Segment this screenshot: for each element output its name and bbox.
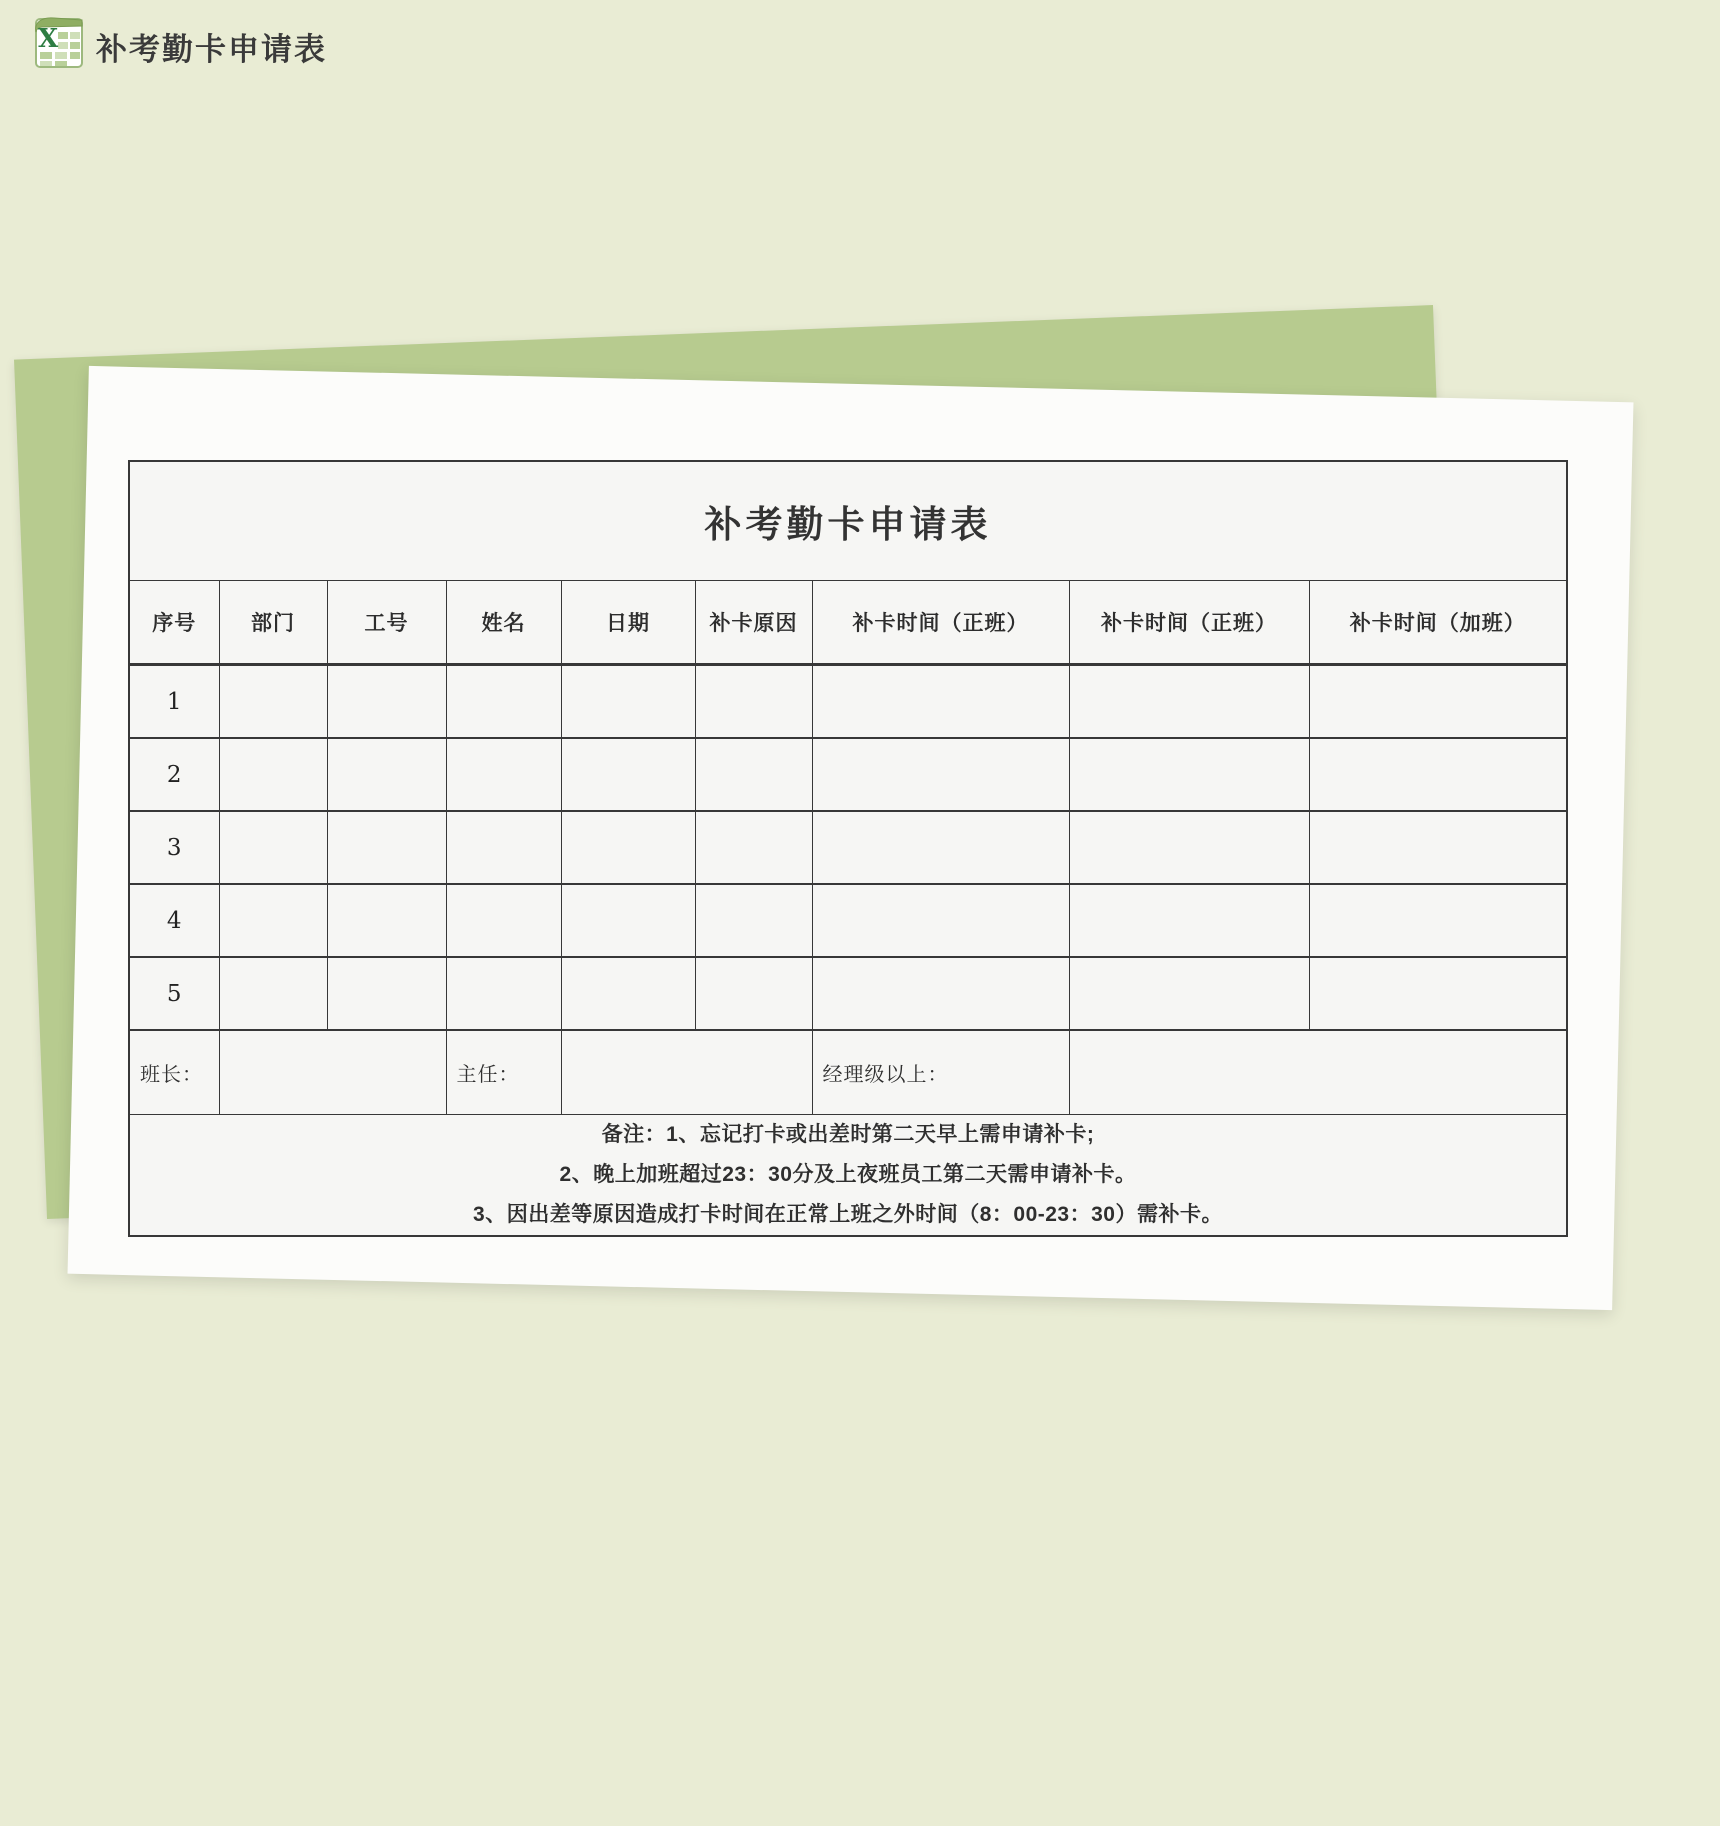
- page-title: 补考勤卡申请表: [96, 32, 327, 67]
- empty-cell: [561, 665, 695, 739]
- excel-icon: [28, 14, 86, 72]
- notes-row: [129, 1115, 1567, 1237]
- empty-cell: [695, 884, 812, 957]
- empty-cell: [812, 811, 1069, 884]
- column-header-employee-id: 工号: [327, 581, 446, 665]
- leader-signature-cell: [219, 1030, 446, 1115]
- note-line-2: 2、晚上加班超过23：30分及上夜班员工第二天需申请补卡。: [559, 1163, 1137, 1186]
- empty-cell: [561, 884, 695, 957]
- empty-cell: [561, 957, 695, 1030]
- empty-cell: [1309, 738, 1567, 811]
- empty-cell: [327, 665, 446, 739]
- manager-label: 经理级以上：: [812, 1030, 1069, 1115]
- column-header-row: [129, 581, 1567, 665]
- empty-cell: [561, 811, 695, 884]
- column-header-time-overtime: 补卡时间（加班）: [1309, 581, 1567, 665]
- column-header-time-regular-2: 补卡时间（正班）: [1069, 581, 1309, 665]
- row-number-cell: 5: [129, 957, 219, 1030]
- empty-cell: [695, 665, 812, 739]
- row-number-cell: 4: [129, 884, 219, 957]
- empty-cell: [695, 738, 812, 811]
- empty-cell: [1069, 665, 1309, 739]
- row-number-cell: 1: [129, 665, 219, 739]
- signature-row: [129, 1030, 1567, 1115]
- empty-cell: [695, 811, 812, 884]
- empty-cell: [1069, 884, 1309, 957]
- manager-signature-cell: [1069, 1030, 1567, 1115]
- empty-cell: [446, 884, 561, 957]
- table-row: [129, 738, 1567, 811]
- empty-cell: [327, 811, 446, 884]
- row-number-cell: 2: [129, 738, 219, 811]
- empty-cell: [219, 811, 327, 884]
- note-line-1: 备注：1、忘记打卡或出差时第二天早上需申请补卡;: [601, 1123, 1095, 1146]
- svg-text:X: X: [38, 24, 59, 54]
- empty-cell: [1069, 811, 1309, 884]
- empty-cell: [219, 884, 327, 957]
- column-header-no: 序号: [129, 581, 219, 665]
- notes-area: [129, 1115, 1567, 1237]
- attendance-form: [128, 460, 1568, 1237]
- column-header-department: 部门: [219, 581, 327, 665]
- leader-label: 班长：: [129, 1030, 219, 1115]
- page-header: [0, 0, 1720, 90]
- table-row: [129, 665, 1567, 739]
- empty-cell: [446, 665, 561, 739]
- empty-cell: [446, 957, 561, 1030]
- director-signature-cell: [561, 1030, 812, 1115]
- empty-cell: [812, 957, 1069, 1030]
- empty-cell: [695, 957, 812, 1030]
- column-header-time-regular-1: 补卡时间（正班）: [812, 581, 1069, 665]
- empty-cell: [219, 957, 327, 1030]
- empty-cell: [1069, 957, 1309, 1030]
- empty-cell: [327, 957, 446, 1030]
- empty-cell: [1309, 884, 1567, 957]
- empty-cell: [561, 738, 695, 811]
- table-row: [129, 957, 1567, 1030]
- empty-cell: [812, 665, 1069, 739]
- row-number-cell: 3: [129, 811, 219, 884]
- table-row: [129, 811, 1567, 884]
- column-header-date: 日期: [561, 581, 695, 665]
- empty-cell: [1309, 665, 1567, 739]
- director-label: 主任：: [446, 1030, 561, 1115]
- empty-cell: [219, 665, 327, 739]
- empty-cell: [446, 811, 561, 884]
- form-title-row: [129, 461, 1567, 581]
- empty-cell: [1309, 811, 1567, 884]
- empty-cell: [446, 738, 561, 811]
- table-row: [129, 884, 1567, 957]
- attendance-form-table: [128, 460, 1568, 1237]
- empty-cell: [327, 738, 446, 811]
- column-header-reason: 补卡原因: [695, 581, 812, 665]
- column-header-name: 姓名: [446, 581, 561, 665]
- empty-cell: [1309, 957, 1567, 1030]
- note-line-3: 3、因出差等原因造成打卡时间在正常上班之外时间（8：00-23：30）需补卡。: [473, 1203, 1223, 1226]
- form-title: 补考勤卡申请表: [129, 461, 1567, 581]
- empty-cell: [812, 884, 1069, 957]
- empty-cell: [1069, 738, 1309, 811]
- empty-cell: [327, 884, 446, 957]
- empty-cell: [219, 738, 327, 811]
- empty-cell: [812, 738, 1069, 811]
